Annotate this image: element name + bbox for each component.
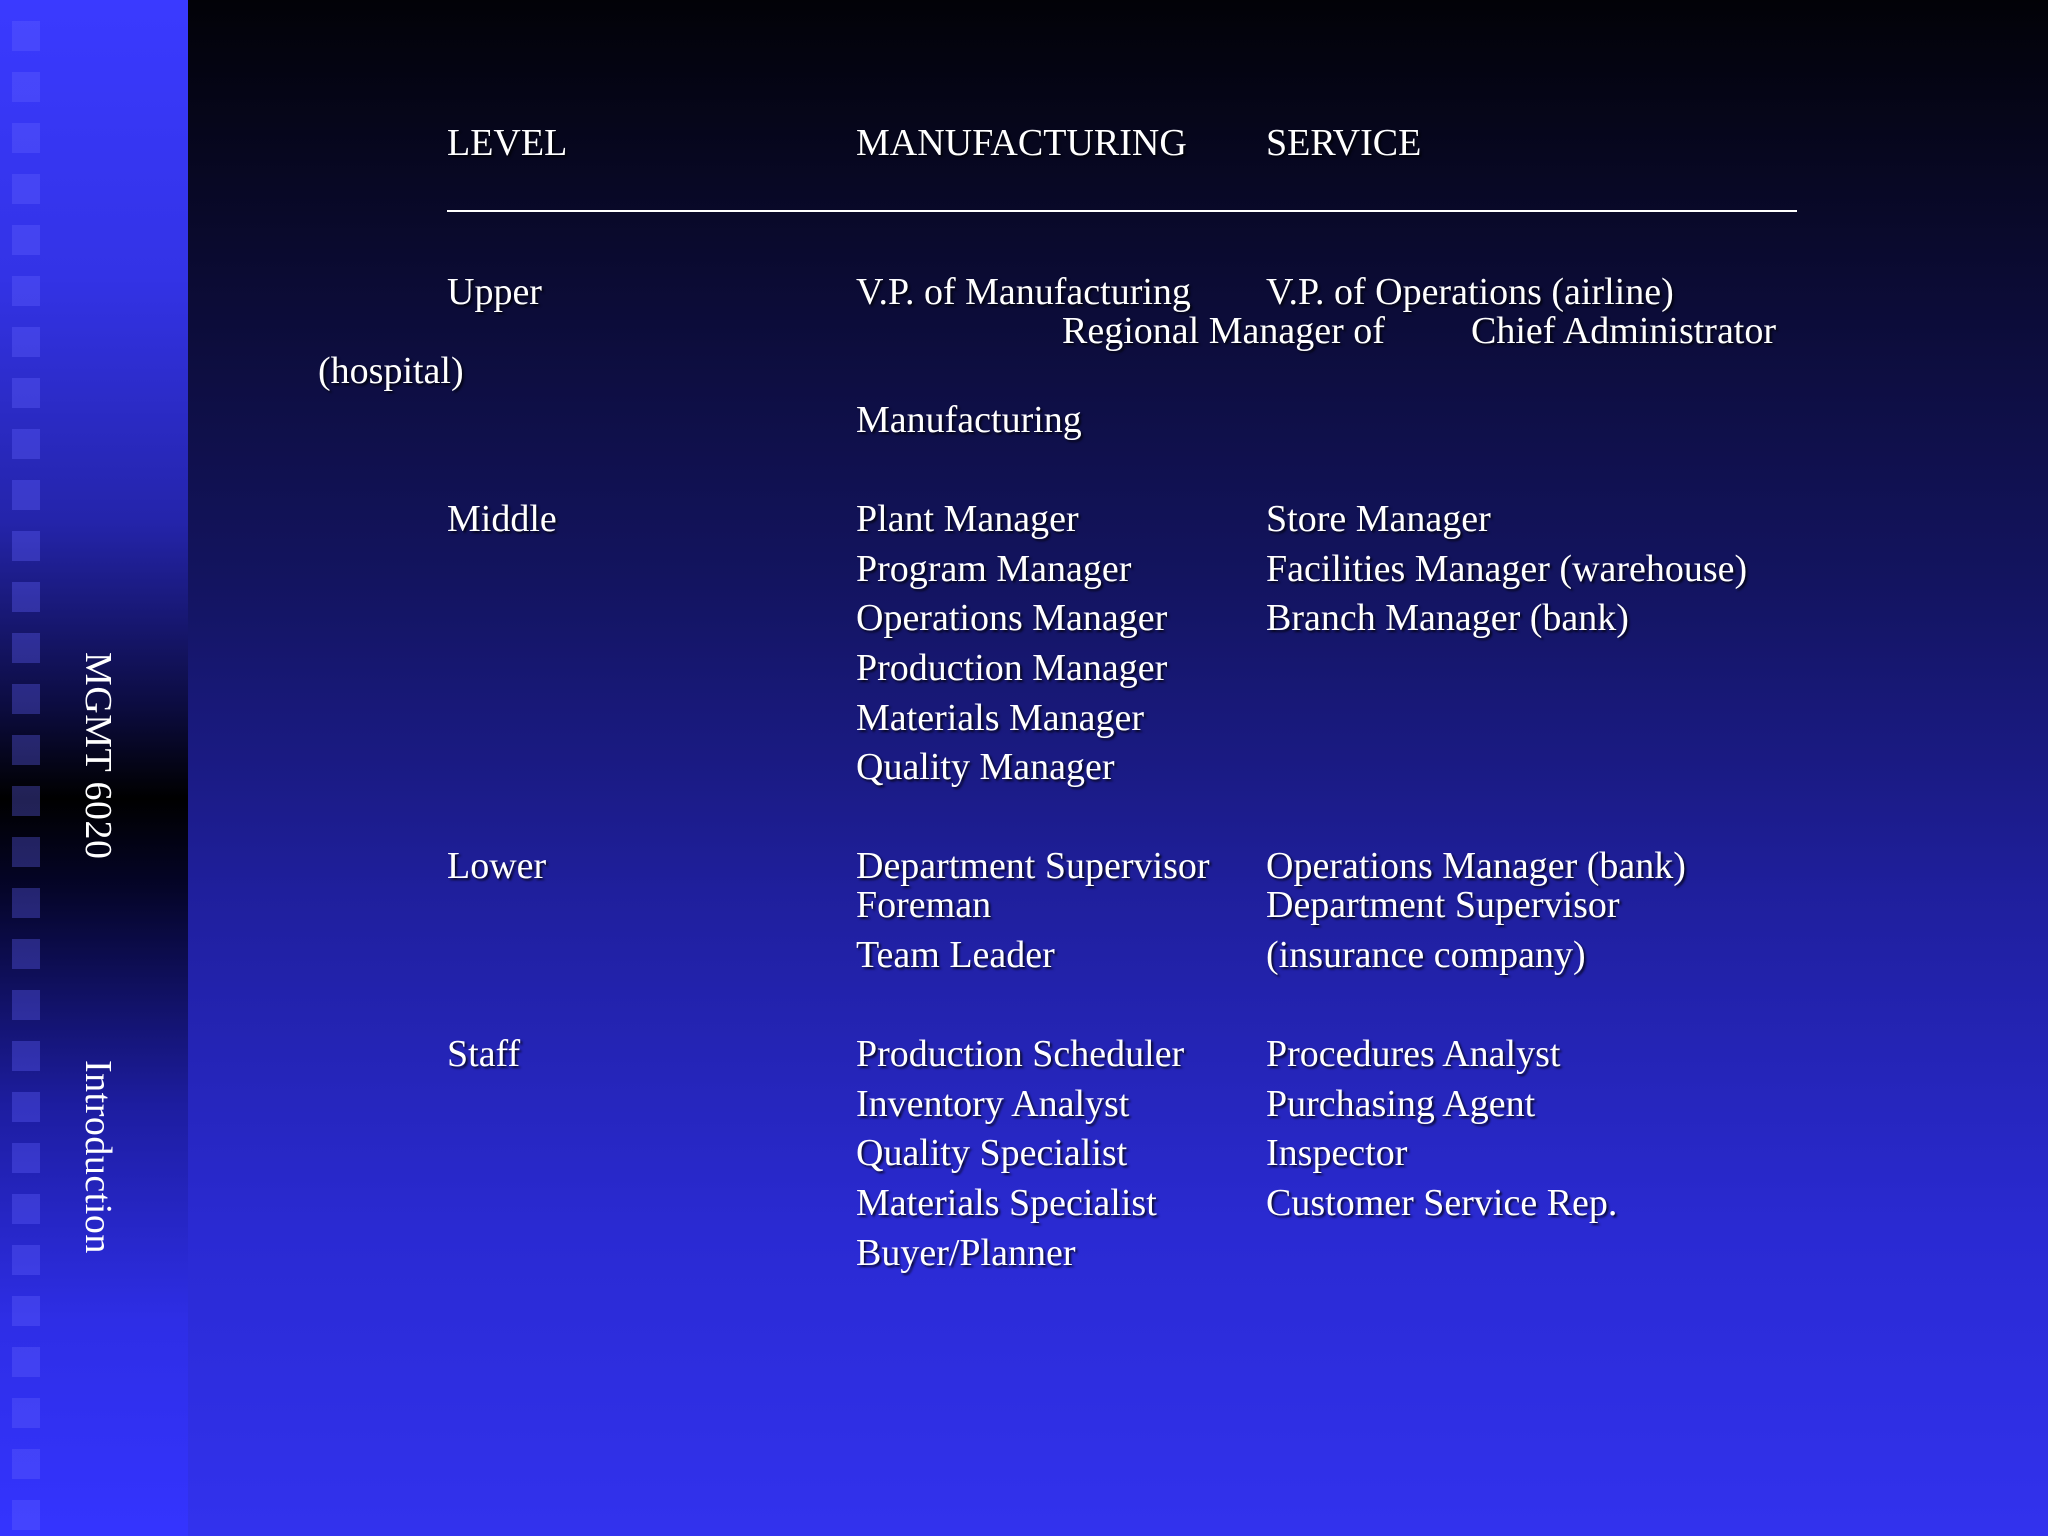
list-item: Facilities Manager (warehouse) xyxy=(1266,548,1748,590)
list-item: Department Supervisor xyxy=(1266,884,1620,926)
decorative-squares xyxy=(12,0,40,1536)
upper-mfg-line3: Manufacturing xyxy=(856,399,1082,441)
header-manufacturing: MANUFACTURING xyxy=(856,122,1187,164)
upper-mfg-line2: Regional Manager of xyxy=(1062,310,1385,352)
header-service: SERVICE xyxy=(1266,122,1422,164)
list-item: Quality Manager xyxy=(856,746,1115,788)
list-item: Operations Manager (bank) xyxy=(1266,845,1686,887)
list-item: Materials Specialist xyxy=(856,1182,1157,1224)
upper-svc-line1: V.P. of Operations (airline) xyxy=(1266,271,1674,313)
upper-svc-line2: Chief Administrator xyxy=(1471,310,1777,352)
header-level: LEVEL xyxy=(447,122,568,164)
list-item: Quality Specialist xyxy=(856,1132,1128,1174)
course-code: MGMT 6020 xyxy=(77,652,119,860)
level-upper: Upper xyxy=(447,271,542,313)
list-item: Foreman xyxy=(856,884,992,926)
list-item: (insurance company) xyxy=(1266,934,1586,976)
list-item: Branch Manager (bank) xyxy=(1266,597,1629,639)
list-item: Purchasing Agent xyxy=(1266,1083,1536,1125)
header-divider xyxy=(447,210,1797,212)
list-item: Inventory Analyst xyxy=(856,1083,1130,1125)
upper-svc-line3: (hospital) xyxy=(318,350,464,392)
list-item: Buyer/Planner xyxy=(856,1232,1076,1274)
level-middle: Middle xyxy=(447,498,557,540)
list-item: Plant Manager xyxy=(856,498,1079,540)
sidebar xyxy=(0,0,188,1536)
list-item: Store Manager xyxy=(1266,498,1491,540)
list-item: Customer Service Rep. xyxy=(1266,1182,1618,1224)
list-item: Operations Manager xyxy=(856,597,1168,639)
list-item: Procedures Analyst xyxy=(1266,1033,1561,1075)
list-item: Team Leader xyxy=(856,934,1055,976)
level-staff: Staff xyxy=(447,1033,521,1075)
section-title: Introduction xyxy=(77,1060,119,1254)
level-lower: Lower xyxy=(447,845,547,887)
list-item: Inspector xyxy=(1266,1132,1408,1174)
list-item: Production Scheduler xyxy=(856,1033,1185,1075)
list-item: Production Manager xyxy=(856,647,1168,689)
list-item: Department Supervisor xyxy=(856,845,1210,887)
upper-mfg-line1: V.P. of Manufacturing xyxy=(856,271,1191,313)
list-item: Program Manager xyxy=(856,548,1132,590)
list-item: Materials Manager xyxy=(856,697,1145,739)
